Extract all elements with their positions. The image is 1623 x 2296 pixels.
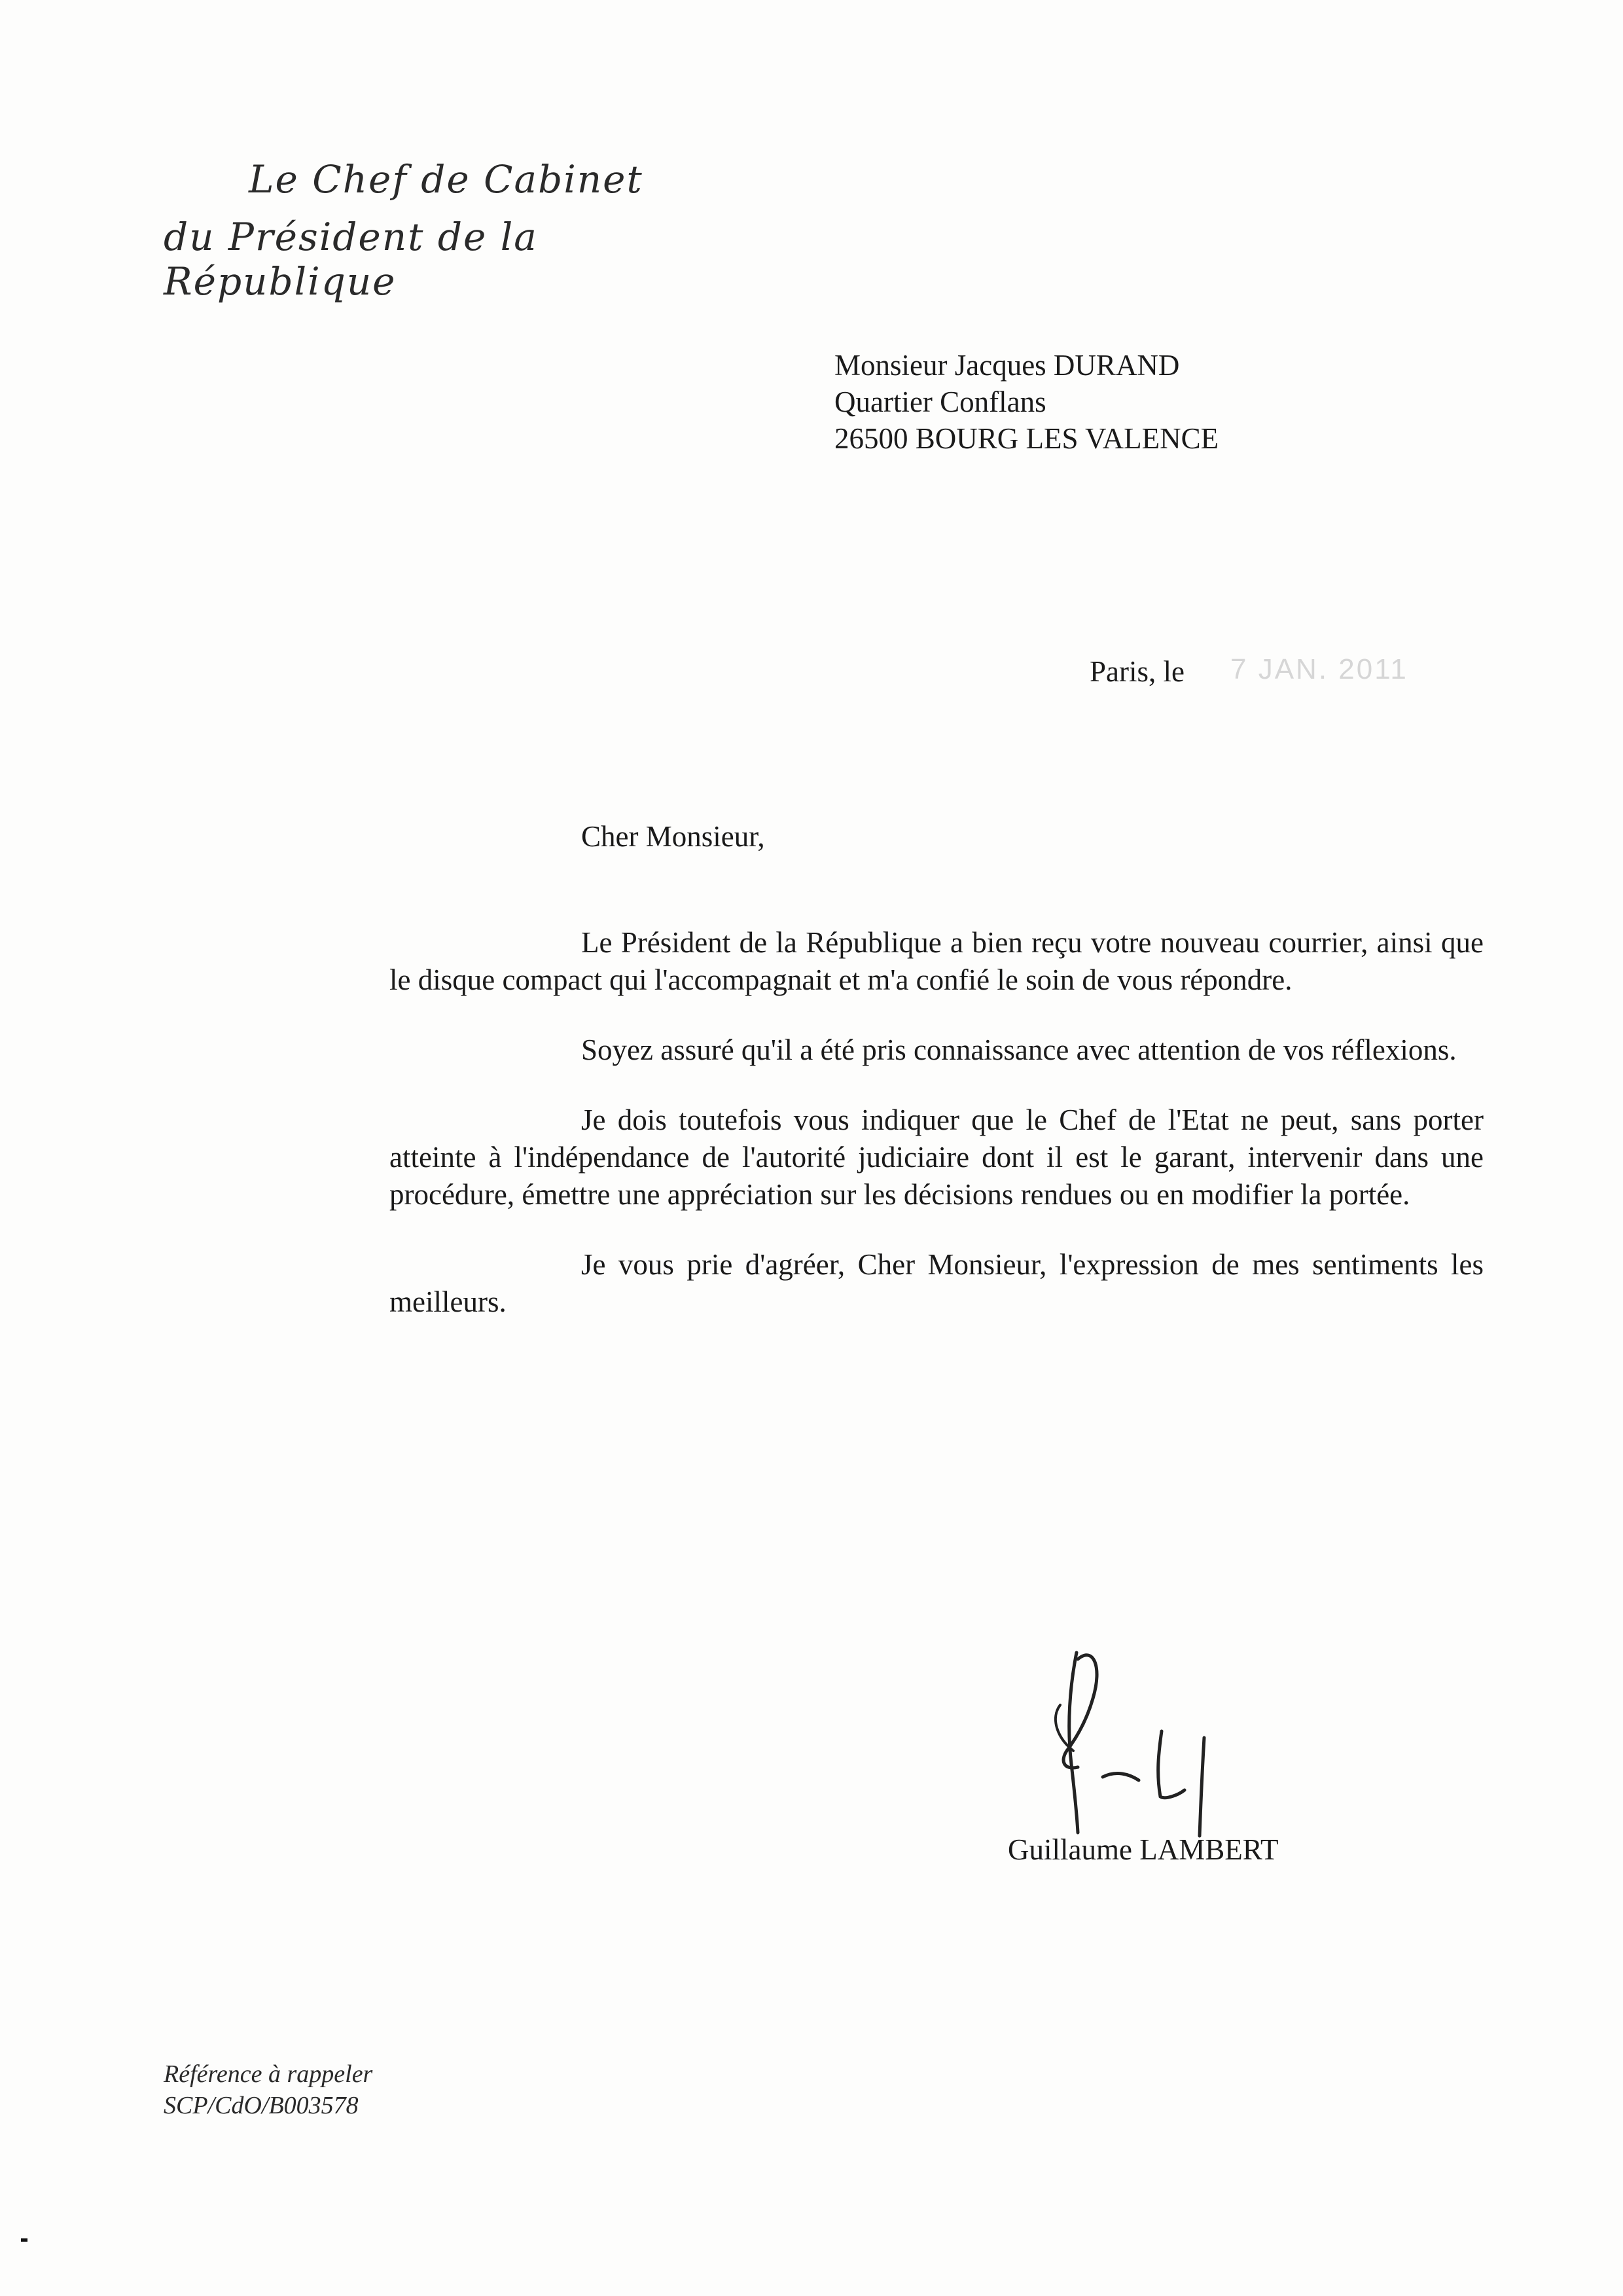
letter-body [389, 924, 1484, 1354]
paragraph: Je dois toutefois vous indiquer que le Chef de l'Etat ne peut, sans porter atteinte à l'indépendance de l'autorité judiciaire dont il est le garant, intervenir dans une procédure, émettre une appréciation sur les décisions rendues ou en modifier la portée. [389, 1103, 1484, 1211]
salutation: Cher Monsieur, [581, 820, 765, 853]
date-stamp: 7 JAN. 2011 [1230, 653, 1408, 685]
letterhead-subtitle: du Président de la République [164, 215, 538, 304]
paragraph: Le Président de la République a bien reçu votre nouveau courrier, ainsi que le disque compact qui l'accompagnait et m'a confié le soin de vous répondre. [389, 926, 1484, 996]
reference-label: Référence à rappeler [164, 2060, 373, 2088]
scan-mark [21, 2238, 27, 2242]
reference-code: SCP/CdO/B003578 [164, 2092, 359, 2119]
recipient-address [834, 347, 1219, 457]
paragraph: Je vous prie d'agréer, Cher Monsieur, l'expression de mes sentiments les meilleurs. [389, 1248, 1484, 1318]
recipient-city: 26500 BOURG LES VALENCE [834, 422, 1219, 455]
reference-block [164, 2058, 372, 2121]
paragraph: Soyez assuré qu'il a été pris connaissance avec attention de vos réflexions. [581, 1033, 1457, 1066]
handwritten-signature [1031, 1640, 1227, 1842]
recipient-street: Quartier Conflans [834, 386, 1046, 418]
date-line: Paris, le [1090, 655, 1185, 688]
letterhead-title: Le Chef de Cabinet [249, 157, 643, 202]
recipient-name: Monsieur Jacques DURAND [834, 349, 1180, 382]
signer-name: Guillaume LAMBERT [1008, 1833, 1279, 1866]
letterhead [164, 157, 674, 304]
